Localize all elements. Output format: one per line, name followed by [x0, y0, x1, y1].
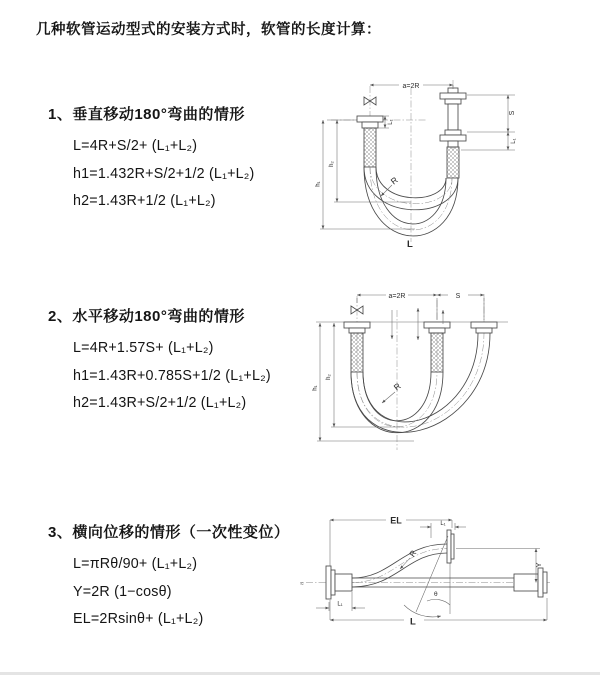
formula-line: h1=1.43R+0.785S+1/2 (L₁+L₂) — [73, 367, 271, 384]
formula-line: L=4R+1.57S+ (L₁+L₂) — [73, 340, 214, 356]
d3-break-mark: ≈ — [300, 580, 304, 588]
d1-label-l1-right: L₁ — [511, 138, 517, 144]
section-2 — [48, 305, 271, 418]
d2-right-pipe — [471, 322, 497, 333]
formula-line: L=4R+S/2+ (L₁+L₂) — [73, 138, 198, 154]
d1-label-h1: h₁ — [315, 181, 322, 187]
d1-label-r: R — [388, 174, 400, 187]
d1-label-l1-left: L₁ — [388, 119, 394, 125]
d2-label-h2: h₂ — [326, 374, 332, 380]
d3-label-l1-bottom: L₁ — [337, 601, 343, 608]
d1-left-pipe — [357, 116, 383, 167]
diagram-lateral-sbend — [300, 508, 582, 638]
d2-label-h1: h₁ — [312, 385, 319, 391]
d2-middle-pipe — [424, 322, 450, 372]
d2-dimensions — [313, 293, 485, 441]
d1-label-a2r: a=2R — [402, 82, 420, 90]
formula-line: h1=1.432R+S/2+1/2 (L₁+L₂) — [73, 165, 255, 182]
formula-line: Y=2R (1−cosθ) — [73, 583, 172, 600]
d2-label-a2r: a=2R — [388, 292, 406, 300]
d2-label-s: S — [455, 292, 461, 300]
page-title: 几种软管运动型式的安装方式时，软管的长度计算： — [36, 22, 381, 38]
d3-label-el: EL — [390, 515, 402, 526]
d2-hose-curves — [351, 333, 490, 433]
d2-left-pipe — [344, 322, 370, 372]
d1-label-h2: h₂ — [329, 161, 335, 167]
section-1-heading: 1、垂直移动180°弯曲的情形 — [48, 106, 245, 123]
d1-centerlines — [331, 80, 453, 242]
d3-label-theta: θ — [434, 591, 438, 598]
d3-dimensions — [316, 516, 547, 628]
d3-top-flange — [447, 530, 454, 563]
section-3 — [48, 521, 289, 634]
d3-label-l: L — [410, 616, 416, 628]
formula-line: L=πRθ/90+ (L₁+L₂) — [73, 556, 198, 572]
formula-line: EL=2Rsinθ+ (L₁+L₂) — [73, 611, 204, 627]
section-3-heading: 3、横向位移的情形（一次性变位） — [48, 524, 290, 541]
d3-label-r: R — [407, 548, 419, 559]
d2-label-r: R — [391, 380, 403, 393]
section-1 — [48, 103, 255, 216]
d3-label-y: Y — [534, 562, 543, 568]
d1-label-s: S — [509, 110, 516, 116]
d3-construction-lines — [404, 536, 450, 617]
diagram-horizontal-ubend — [312, 284, 577, 456]
d1-label-l: L — [407, 239, 413, 250]
formula-line: h2=1.43R+S/2+1/2 (L₁+L₂) — [73, 395, 247, 411]
formula-line: h2=1.43R+1/2 (L₁+L₂) — [73, 193, 216, 209]
d3-label-l1-top: L₁ — [440, 521, 446, 527]
d1-right-pipe — [440, 88, 466, 178]
section-2-heading: 2、水平移动180°弯曲的情形 — [48, 308, 245, 325]
d3-left-flange — [326, 566, 352, 599]
diagram-vertical-ubend — [315, 72, 545, 252]
d1-dimensions — [316, 83, 518, 250]
